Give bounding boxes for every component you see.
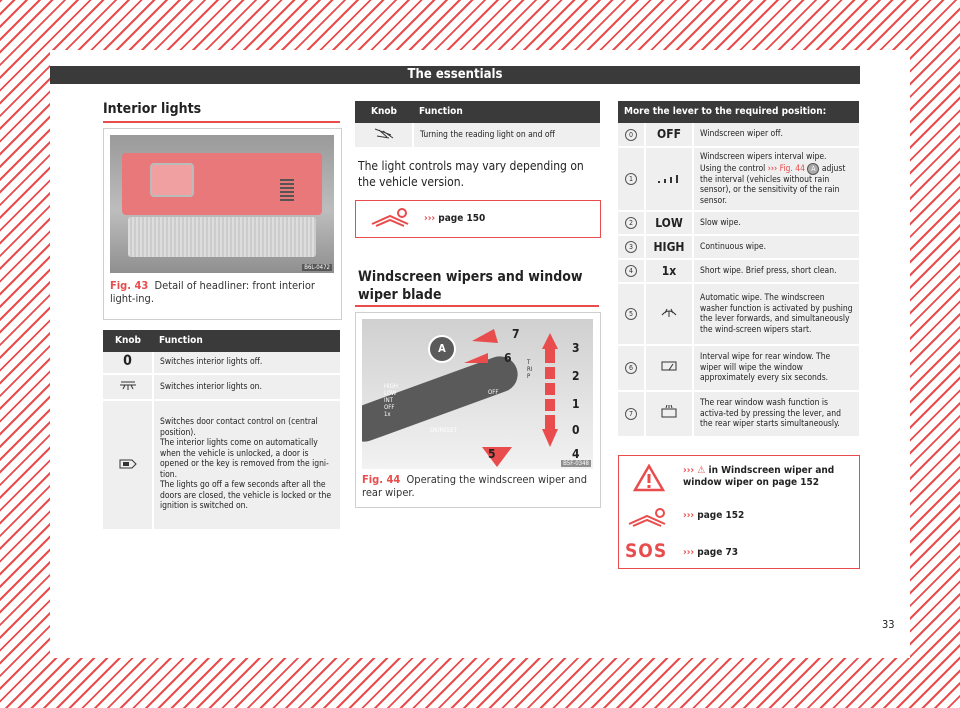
table-row-text: Windscreen wipers interval wipe. Using the control ››› Fig. 44 A adjust the interval (vehicles without rain sensor), or the sensitivity of the rain sensor. [693,147,859,211]
low-symbol: LOW [645,211,693,235]
section-divider [355,305,599,307]
headliner-photo [110,135,334,273]
book-icon [370,208,410,230]
figure-caption [110,279,334,305]
col-function: Function [413,101,600,123]
figure-link[interactable]: Fig. 44 [779,163,805,174]
position-number: 1 [625,173,637,185]
col-knob: Knob [103,330,153,352]
high-symbol: HIGH [645,235,693,259]
microphone-grille [280,179,294,201]
callout-3: 3 [572,341,580,355]
rear-wiper-icon [645,345,693,391]
figure-44 [355,312,601,508]
section-title-interior-lights: Interior lights [103,101,202,117]
controls-note: The light controls may vary depending on the vehicle version. [358,159,584,189]
figure-label: Fig. 43 [110,279,149,292]
control-a: A [428,335,456,363]
position-number: 0 [625,129,637,141]
warning-reference: in Windscreen wiper and window wiper on page 152 [683,465,835,488]
direction-arrows [462,327,542,467]
control-a-ref: A [807,163,819,175]
callout-5: 5 [488,447,496,461]
position-arrows [540,327,560,467]
table-row-text: Switches door contact control on (central position). The interior lights come on automatically when the vehicle is unlocked, a door is opened or the key is removed from the igni-tion. The lights go off a few seconds after all the doors are closed, the vehicle is locked or the ignition is switched on. [153,400,340,530]
reading-light-icon [355,123,413,148]
table-row-text: Continuous wipe. [693,235,859,259]
position-number: 2 [625,217,637,229]
table-row-text: Turning the reading light on and off [413,123,600,148]
page-header: The essentials [50,66,860,84]
position-number: 3 [625,241,637,253]
interior-lights-table [103,330,340,531]
ok-reset-label: OK/RESET [430,427,457,434]
wiper-positions-table [618,101,859,438]
door-contact-icon [103,400,153,530]
position-number: 6 [625,362,637,374]
col-function: Function [153,330,340,352]
page-reference: page 73 [697,547,738,558]
book-icon [627,508,669,530]
callout-4: 4 [572,447,580,461]
off-label: OFF [488,389,499,396]
figure-label: Fig. 44 [362,473,401,486]
callout-0: 0 [572,423,580,437]
callout-7: 7 [512,327,520,341]
trip-label: TRIP [527,359,533,380]
reference-box: ››› page 150 [355,200,601,238]
table-row-text: Windscreen wiper off. [693,123,859,147]
table-row-text: Switches interior lights on. [153,374,340,400]
callout-6: 6 [504,351,512,365]
sos-icon: SOS [625,540,668,562]
page-reference: page 152 [697,510,745,521]
single-wipe-symbol: 1x [645,259,693,283]
section-title-wipers: Windscreen wipers and window wiper blade [358,269,583,303]
washer-icon [645,283,693,345]
page-reference: page 150 [438,213,486,224]
section-divider [103,121,340,123]
position-number: 7 [625,408,637,420]
light-switch [150,163,194,197]
reading-light-table [355,101,600,149]
table-row-text: Short wipe. Brief press, short clean. [693,259,859,283]
position-number: 5 [625,308,637,320]
warning-icon [633,464,665,492]
figure-43 [103,128,342,320]
wiper-lever-illustration [362,319,593,469]
table-row-text: Slow wipe. [693,211,859,235]
table-header: More the lever to the required position: [618,101,859,123]
knob-off-icon: 0 [103,352,153,374]
figure-caption-text: Operating the windscreen wiper and rear wiper. [362,473,587,499]
table-row-text: Automatic wipe. The windscreen washer function is activated by pushing the lever forwards, and simultaneously the wind-screen wipers start. [693,283,859,345]
lamp-on-icon [103,374,153,400]
col-knob: Knob [355,101,413,123]
figure-code: B5F-0348 [563,460,589,467]
figure-caption-text: Detail of headliner: front interior light-ing. [110,279,315,305]
off-symbol: OFF [645,123,693,147]
table-row-text: Interval wipe for rear window. The wiper will wipe the window approximately every six seconds. [693,345,859,391]
rear-washer-icon [645,391,693,437]
table-row-text: The rear window wash function is activa-ted by pressing the lever, and the rear wiper starts simultaneously. [693,391,859,437]
callout-2: 2 [572,369,580,383]
figure-caption [362,473,593,499]
callout-1: 1 [572,397,580,411]
figure-code: B6L-0472 [304,264,330,271]
lens-cover [128,217,316,257]
interval-bars-icon [645,147,693,211]
position-number: 4 [625,265,637,277]
notes-box: ››› ⚠ in Windscreen wiper and window wiper on page 152 ››› page 152 SOS ››› page 73 [618,455,860,569]
table-row-text: Switches interior lights off. [153,352,340,374]
lever-positions: HIGH LOW INT OFF 1x [384,383,398,418]
page-number: 33 [882,618,895,631]
